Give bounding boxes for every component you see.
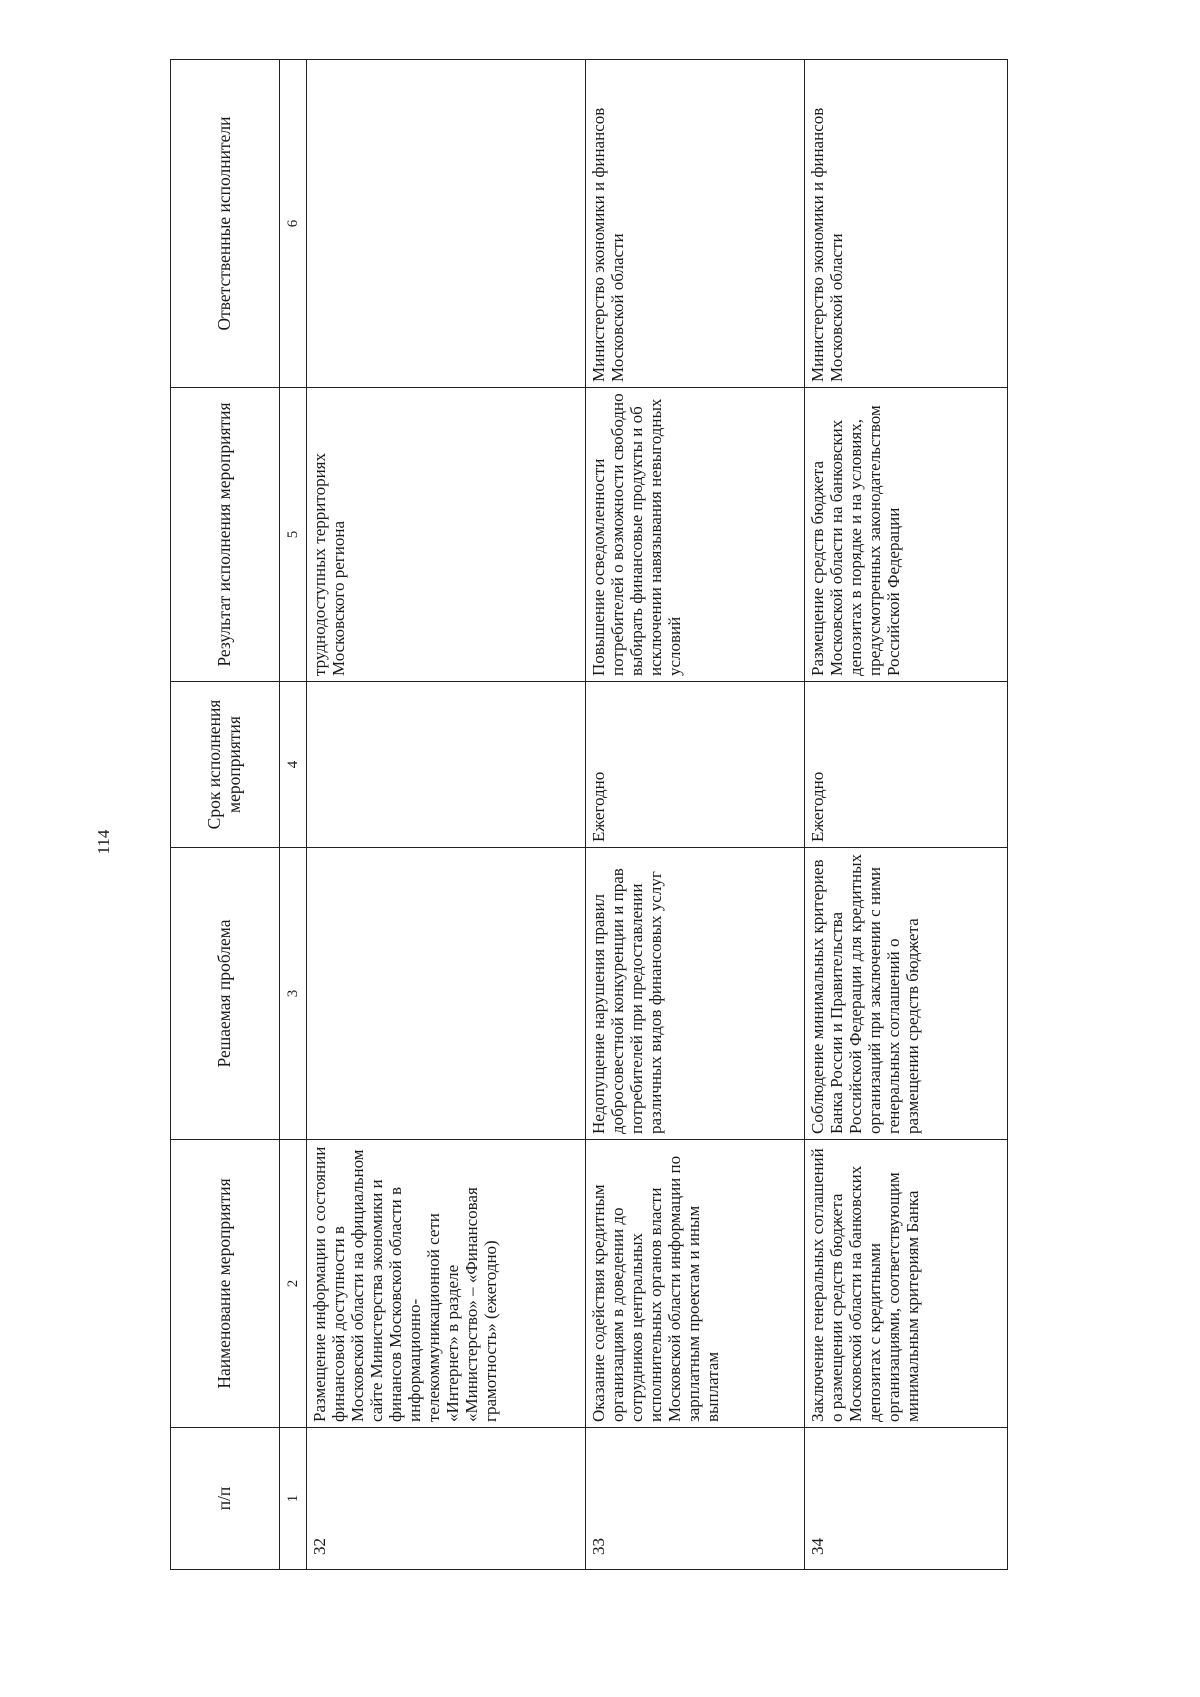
table-rotation-frame — [170, 60, 1160, 1570]
responsible-cell: Министерство экономики и финансов Московской области — [805, 60, 1008, 388]
term-cell — [307, 682, 586, 848]
header-number: п/п — [171, 1428, 280, 1570]
header-row — [171, 60, 280, 1570]
term-cell: Ежегодно — [586, 682, 805, 848]
result-cell: Размещение средств бюджета Московской области на банковских депозитах в порядке и на условиях, предусмотренных законодательством Российской Федерации — [805, 388, 1008, 682]
problem-cell — [307, 848, 586, 1140]
header-responsible: Ответственные исполнители — [171, 60, 280, 388]
table-row — [586, 60, 805, 1570]
header-term: Срок исполнения мероприятия — [171, 682, 280, 848]
header-problem: Решаемая проблема — [171, 848, 280, 1140]
event-name-cell: Оказание содействия кредитным организациям в доведении до сотрудников центральных исполнительных органов власти Московской области информации по зарплатным проектам и иным выплатам — [586, 1140, 805, 1428]
column-numbers-row — [280, 60, 307, 1570]
header-event-name: Наименование мероприятия — [171, 1140, 280, 1428]
result-cell: Повышение осведомленности потребителей о возможности свободно выбирать финансовые продукты и об исключении навязывания невыгодных условий — [586, 388, 805, 682]
table-row — [307, 60, 586, 1570]
column-number: 6 — [280, 60, 307, 388]
problem-cell: Соблюдение минимальных критериев Банка России и Правительства Российской Федерации для кредитных организаций при заключении с ними генеральных соглашений о размещении средств бюджета — [805, 848, 1008, 1140]
events-table — [170, 59, 1008, 1570]
term-cell: Ежегодно — [805, 682, 1008, 848]
event-name-cell: Размещение информации о состоянии финансовой доступности в Московской области на официальном сайте Министерства экономики и финансов Московской области в информационно-телекоммуникационной сети «Интернет» в разделе «Министерство» – «Финансовая грамотность» (ежегодно) — [307, 1140, 586, 1428]
header-result: Результат исполнения мероприятия — [171, 388, 280, 682]
row-number: 33 — [586, 1428, 805, 1570]
landscape-page — [170, 60, 1160, 1570]
event-name-cell: Заключение генеральных соглашений о размещении средств бюджета Московской области на банковских депозитах с кредитными организациями, соответствующим минимальным критериям Банка — [805, 1140, 1008, 1428]
row-number: 34 — [805, 1428, 1008, 1570]
column-number: 2 — [280, 1140, 307, 1428]
responsible-cell: Министерство экономики и финансов Московской области — [586, 60, 805, 388]
responsible-cell — [307, 60, 586, 388]
table-row — [805, 60, 1008, 1570]
column-number: 5 — [280, 388, 307, 682]
column-number: 3 — [280, 848, 307, 1140]
page-number: 114 — [94, 829, 113, 855]
result-cell: труднодоступных территориях Московского региона — [307, 388, 586, 682]
row-number: 32 — [307, 1428, 586, 1570]
column-number: 4 — [280, 682, 307, 848]
problem-cell: Недопущение нарушения правил добросовестной конкуренции и прав потребителей при предоставлении различных видов финансовых услуг — [586, 848, 805, 1140]
column-number: 1 — [280, 1428, 307, 1570]
